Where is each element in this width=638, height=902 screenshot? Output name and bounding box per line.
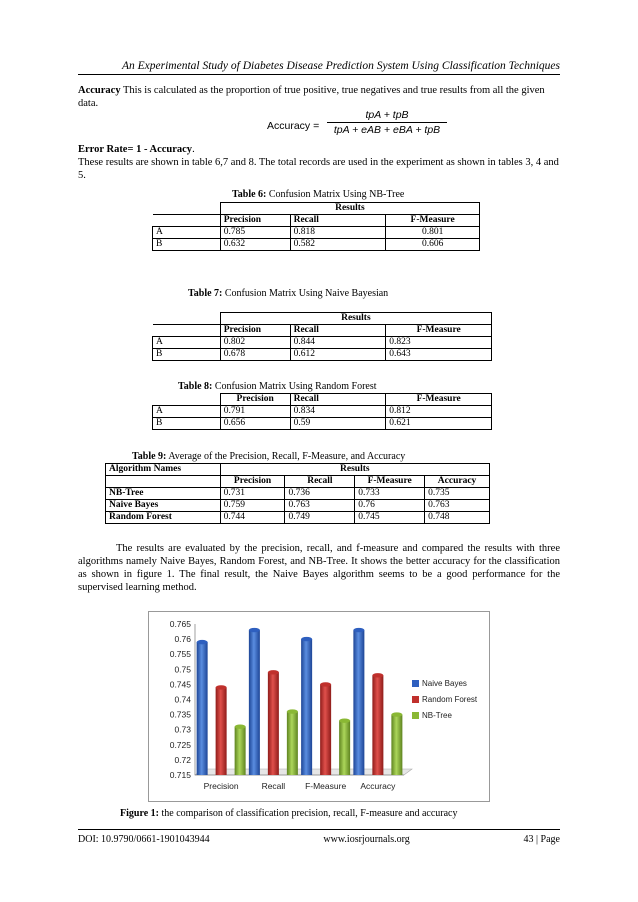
y-tick-label: 0.755: [169, 649, 191, 660]
formula-denominator: tpA + eAB + eBA + tpB: [333, 124, 441, 136]
footer-website: www.iosrjournals.org: [323, 834, 410, 845]
bar-top: [235, 724, 246, 728]
y-tick-label: 0.76: [174, 634, 191, 645]
table-row: A 0.791 0.834 0.812: [153, 406, 492, 418]
table7-caption: Table 7: Confusion Matrix Using Naive Bayesian: [188, 288, 389, 299]
x-tick-label: Recall: [261, 781, 286, 791]
table6: Results Precision Recall F-Measure A 0.785 0.818 0.801 B 0.632 0.582 0.606: [152, 202, 480, 251]
running-header: An Experimental Study of Diabetes Disease Prediction System Using Classification Techniques: [78, 60, 560, 75]
y-tick-label: 0.75: [174, 664, 191, 675]
bar: [391, 715, 402, 775]
table7: Results Precision Recall F-Measure A 0.802 0.844 0.823 B 0.678 0.612 0.643: [152, 312, 492, 361]
bar-top: [391, 712, 402, 716]
accuracy-term: Accuracy: [78, 85, 121, 96]
accuracy-paragraph: [78, 84, 560, 110]
bar-top: [287, 709, 298, 713]
table9-caption: Table 9: Average of the Precision, Recall, F-Measure, and Accuracy: [132, 451, 406, 462]
formula-fraction: [327, 109, 447, 136]
table9-group-header: Results: [220, 464, 489, 476]
figure1-chart: [148, 611, 490, 802]
bar: [301, 639, 312, 775]
table-row: A 0.802 0.844 0.823: [153, 337, 492, 349]
table-row: B 0.656 0.59 0.621: [153, 418, 492, 430]
bar-top: [249, 628, 260, 632]
bar: [339, 721, 350, 775]
figure1-caption: Figure 1: the comparison of classification precision, recall, F-measure and accuracy: [120, 808, 458, 819]
bar-chart: [149, 612, 489, 801]
bar-top: [301, 637, 312, 641]
table9: Algorithm Names Results Precision Recall F-Measure Accuracy NB-Tree 0.731 0.736 0.733 0.735 Naive Bayes 0.759 0.763 0.76 0.763 Random Forest 0.744 0.749 0.745 0.748: [105, 463, 490, 524]
bar-top: [197, 640, 208, 644]
y-tick-label: 0.765: [169, 619, 191, 629]
legend-swatch: [412, 680, 419, 687]
y-tick-label: 0.72: [174, 754, 191, 765]
y-tick-label: 0.715: [169, 770, 191, 780]
table-row: B 0.678 0.612 0.643: [153, 349, 492, 361]
error-rate-term: Error Rate= 1 - Accuracy: [78, 144, 193, 155]
table-row: Naive Bayes 0.759 0.763 0.76 0.763: [106, 500, 490, 512]
footer-doi: DOI: 10.9790/0661-1901043944: [78, 834, 210, 845]
bar: [320, 684, 331, 775]
table-row: NB-Tree 0.731 0.736 0.733 0.735: [106, 488, 490, 500]
bar: [197, 642, 208, 775]
bar-top: [320, 682, 331, 686]
formula-numerator: tpA + tpB: [327, 109, 447, 123]
bar: [216, 687, 227, 775]
evaluation-paragraph: The results are evaluated by the precision, recall, and f-measure and compared the results with three algorithms namely Naive Bayes, Random Forest, and NB-Tree. It shows the better accuracy for the classification as shown in figure 1. The final result, the Naive Bayes algorithm seems to be a good performance for the supervised learning method.: [78, 543, 560, 593]
x-tick-label: Accuracy: [360, 781, 396, 791]
table9-col0-header: Algorithm Names: [106, 464, 221, 476]
error-rate-line: Error Rate= 1 - Accuracy.: [78, 144, 195, 155]
formula-lhs: Accuracy =: [267, 120, 320, 132]
footer-page-number: 43 | Page: [523, 834, 560, 845]
results-paragraph: These results are shown in table 6,7 and 8. The total records are used in the experiment as shown in tables 3, 4 and 5.: [78, 157, 559, 181]
table6-caption: Table 6: Confusion Matrix Using NB-Tree: [232, 189, 405, 200]
table-row: A 0.785 0.818 0.801: [153, 227, 480, 239]
accuracy-definition: This is calculated as the proportion of true positive, true negatives and true results from all the given data.: [78, 85, 545, 109]
legend-label: Naive Bayes: [422, 679, 467, 688]
y-tick-label: 0.745: [169, 679, 191, 690]
x-tick-label: Precision: [203, 781, 239, 791]
table-row: B 0.632 0.582 0.606: [153, 239, 480, 251]
y-tick-label: 0.735: [169, 709, 191, 720]
y-tick-label: 0.725: [169, 739, 191, 750]
table-row: Random Forest 0.744 0.749 0.745 0.748: [106, 512, 490, 524]
legend-swatch: [412, 712, 419, 719]
bar: [287, 712, 298, 775]
bar: [235, 727, 246, 775]
bar-top: [268, 670, 279, 674]
legend-label: Random Forest: [422, 695, 478, 704]
x-tick-label: F-Measure: [305, 781, 347, 791]
y-tick-label: 0.74: [174, 694, 191, 705]
bar-top: [372, 673, 383, 677]
legend-swatch: [412, 696, 419, 703]
page-footer: [78, 829, 560, 845]
bar: [268, 672, 279, 775]
bar: [249, 630, 260, 775]
table8-caption: Table 8: Confusion Matrix Using Random Forest: [178, 381, 377, 392]
bar-top: [353, 628, 364, 632]
table8: Precision Recall F-Measure A 0.791 0.834 0.812 B 0.656 0.59 0.621: [152, 393, 492, 430]
bar-top: [216, 685, 227, 689]
bar: [353, 630, 364, 775]
legend-label: NB-Tree: [422, 711, 452, 720]
table7-group-header: Results: [220, 313, 491, 325]
bar-top: [339, 718, 350, 722]
table6-group-header: Results: [220, 203, 479, 215]
y-tick-label: 0.73: [174, 724, 191, 735]
bar: [372, 675, 383, 775]
